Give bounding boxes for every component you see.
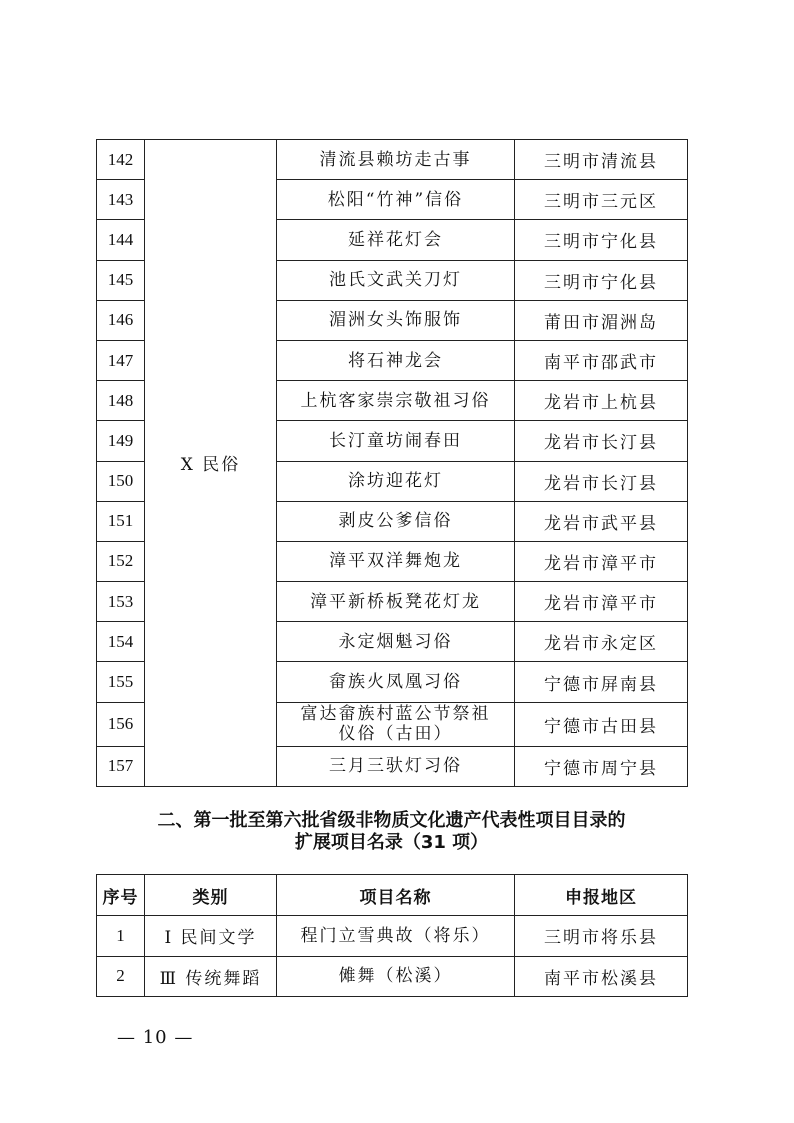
region-name: 宁德市周宁县 (515, 746, 688, 786)
item-name: 长汀童坊闹春田 (277, 421, 515, 461)
heritage-table-continued (96, 139, 688, 787)
item-name: 漳平新桥板凳花灯龙 (277, 582, 515, 622)
region-name: 三明市清流县 (515, 140, 688, 180)
region-name: 莆田市湄洲岛 (515, 300, 688, 340)
item-name: 清流县赖坊走古事 (277, 140, 515, 180)
row-number: 157 (97, 746, 145, 786)
item-name: 剥皮公爹信俗 (277, 501, 515, 541)
section-heading-line2: 扩展项目名录（31 项） (294, 832, 489, 853)
table-header-row (97, 875, 688, 916)
header-region: 申报地区 (515, 875, 688, 916)
region-name: 三明市将乐县 (515, 916, 688, 957)
row-number: 149 (97, 421, 145, 461)
header-item: 项目名称 (277, 875, 515, 916)
row-number: 152 (97, 541, 145, 581)
region-name: 龙岩市漳平市 (515, 582, 688, 622)
table-row (97, 140, 688, 180)
item-name: 傩舞（松溪） (277, 956, 515, 997)
item-name: 涂坊迎花灯 (277, 461, 515, 501)
row-number: 153 (97, 582, 145, 622)
region-name: 三明市三元区 (515, 180, 688, 220)
table-row (97, 956, 688, 997)
row-number: 147 (97, 340, 145, 380)
region-name: 龙岩市上杭县 (515, 381, 688, 421)
region-name: 龙岩市永定区 (515, 622, 688, 662)
table-row (97, 916, 688, 957)
region-name: 宁德市古田县 (515, 702, 688, 746)
region-name: 龙岩市武平县 (515, 501, 688, 541)
region-name: 宁德市屏南县 (515, 662, 688, 702)
row-number: 2 (97, 956, 145, 997)
extension-items-table (96, 874, 688, 997)
item-name: 湄洲女头饰服饰 (277, 300, 515, 340)
row-number: 155 (97, 662, 145, 702)
category-cell: Ⅰ 民间文学 (145, 916, 277, 957)
category-cell: Ⅲ 传统舞蹈 (145, 956, 277, 997)
row-number: 150 (97, 461, 145, 501)
region-name: 龙岩市漳平市 (515, 541, 688, 581)
region-name: 三明市宁化县 (515, 220, 688, 260)
item-name: 池氏文武关刀灯 (277, 260, 515, 300)
region-name: 龙岩市长汀县 (515, 421, 688, 461)
row-number: 156 (97, 702, 145, 746)
row-number: 1 (97, 916, 145, 957)
header-no: 序号 (97, 875, 145, 916)
item-name: 上杭客家崇宗敬祖习俗 (277, 381, 515, 421)
row-number: 148 (97, 381, 145, 421)
region-name: 南平市松溪县 (515, 956, 688, 997)
page-number: — 10 — (117, 1027, 194, 1048)
item-name-line1: 富达畲族村蓝公节祭祖 (300, 704, 491, 725)
item-name: 程门立雪典故（将乐） (277, 916, 515, 957)
section-heading-line1: 二、第一批至第六批省级非物质文化遗产代表性项目目录的 (157, 810, 626, 831)
row-number: 144 (97, 220, 145, 260)
row-number: 142 (97, 140, 145, 180)
item-name: 畲族火凤凰习俗 (277, 662, 515, 702)
item-name: 将石神龙会 (277, 340, 515, 380)
item-name: 延祥花灯会 (277, 220, 515, 260)
region-name: 南平市邵武市 (515, 340, 688, 380)
item-name: 永定烟魁习俗 (277, 622, 515, 662)
item-name (277, 702, 515, 746)
header-category: 类别 (145, 875, 277, 916)
row-number: 143 (97, 180, 145, 220)
category-cell: Ⅹ 民俗 (145, 140, 277, 787)
row-number: 146 (97, 300, 145, 340)
item-name: 三月三驮灯习俗 (277, 746, 515, 786)
section-heading (96, 810, 687, 854)
region-name: 龙岩市长汀县 (515, 461, 688, 501)
item-name: 漳平双洋舞炮龙 (277, 541, 515, 581)
item-name: 松阳“竹神”信俗 (277, 180, 515, 220)
row-number: 151 (97, 501, 145, 541)
row-number: 145 (97, 260, 145, 300)
row-number: 154 (97, 622, 145, 662)
region-name: 三明市宁化县 (515, 260, 688, 300)
item-name-line2: 仪俗（古田） (338, 724, 453, 745)
